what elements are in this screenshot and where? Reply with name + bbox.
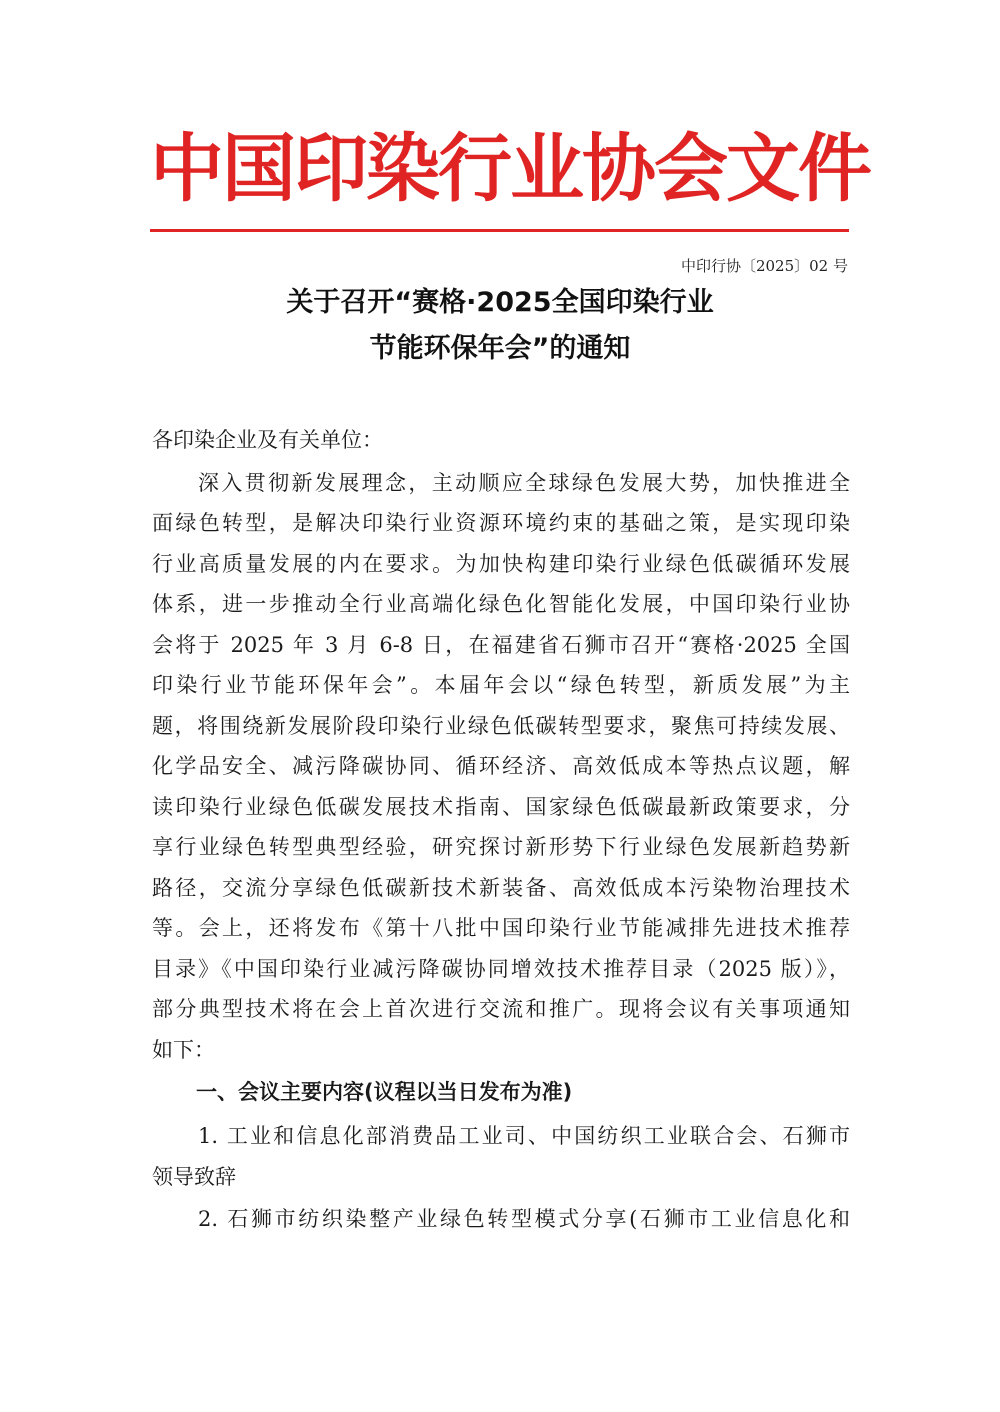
paragraph-line: 会将于 2025 年 3 月 6-8 日，在福建省石狮市召开“赛格·2025 全国 — [152, 632, 850, 657]
salutation: 各印染企业及有关单位： — [152, 428, 383, 452]
paragraph-line: 行业高质量发展的内在要求。为加快构建印染行业绿色低碳循环发展 — [152, 551, 850, 576]
notice-title-line-1: 关于召开“赛格·2025全国印染行业 — [286, 287, 714, 318]
paragraph-line: 享行业绿色转型典型经验，研究探讨新形势下行业绿色发展新趋势新 — [152, 835, 850, 859]
issuer-header-title: 中国印染行业协会文件 — [150, 126, 870, 212]
paragraph-line: 部分典型技术将在会上首次进行交流和推广。现将会议有关事项通知 — [152, 997, 850, 1021]
notice-title-line-2: 节能环保年会”的通知 — [369, 333, 631, 364]
paragraph-line: 化学品安全、减污降碳协同、循环经济、高效低成本等热点议题，解 — [152, 754, 850, 778]
agenda-item-1 — [152, 1116, 850, 1197]
notice-body — [152, 420, 850, 1240]
paragraph-line: 深入贯彻新发展理念，主动顺应全球绿色发展大势，加快推进全 — [198, 470, 850, 495]
paragraph-line: 路径，交流分享绿色低碳新技术新装备、高效低成本污染物治理技术 — [152, 875, 850, 900]
paragraph-line: 等。会上，还将发布《第十八批中国印染行业节能减排先进技术推荐 — [152, 916, 850, 940]
paragraph-line: 读印染行业绿色低碳发展技术指南、国家绿色低碳最新政策要求，分 — [152, 794, 850, 819]
agenda-item-line: 1. 工业和信息化部消费品工业司、中国纺织工业联合会、石狮市 — [198, 1124, 850, 1148]
intro-paragraph — [152, 463, 850, 1071]
paragraph-line: 题，将围绕新发展阶段印染行业绿色低碳转型要求，聚焦可持续发展、 — [152, 713, 850, 738]
paragraph-line: 印染行业节能环保年会”。本届年会以“绿色转型，新质发展”为主 — [152, 673, 850, 697]
paragraph-line: 面绿色转型，是解决印染行业资源环境约束的基础之策，是实现印染 — [152, 511, 850, 535]
agenda-item-line: 2. 石狮市纺织染整产业绿色转型模式分享(石狮市工业信息化和 — [198, 1207, 850, 1231]
document-number: 中印行协〔2025〕02 号 — [680, 257, 848, 275]
agenda-item-line: 领导致辞 — [152, 1164, 236, 1189]
agenda-item-2 — [152, 1199, 850, 1240]
paragraph-line: 如下： — [152, 1037, 215, 1062]
notice-title — [150, 280, 850, 372]
paragraph-line: 体系，进一步推动全行业高端化绿色化智能化发展，中国印染行业协 — [152, 592, 850, 616]
header-divider — [150, 229, 849, 232]
section-heading: 一、会议主要内容(议程以当日发布为准) — [196, 1080, 573, 1104]
paragraph-line: 目录》《中国印染行业减污降碳协同增效技术推荐目录（2025 版）》， — [152, 956, 850, 981]
